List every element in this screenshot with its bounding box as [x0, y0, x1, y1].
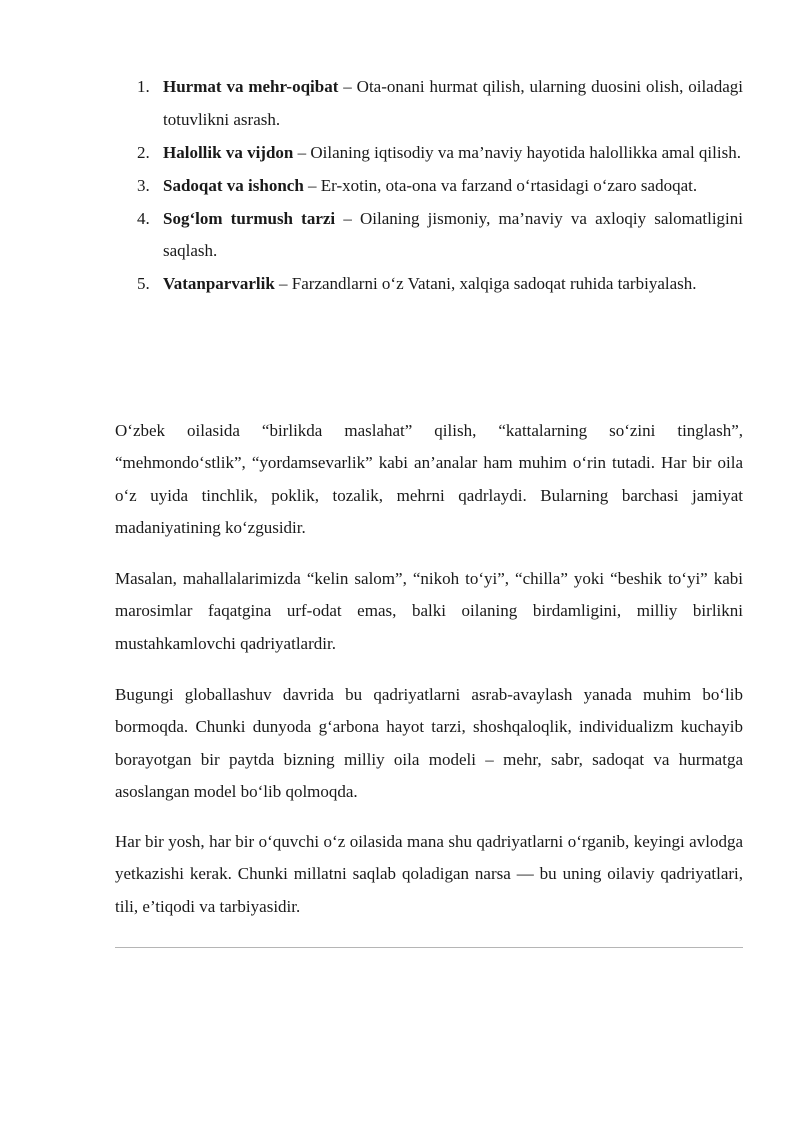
list-item-term: Sog‘lom turmush tarzi	[163, 208, 336, 228]
paragraph-globalization: Bugungi globallashuv davrida bu qadriyatlarni asrab-avaylash yanada muhim bo‘lib bormoqda. Chunki dunyoda g‘arbona hayot tarzi, shoshqaloqlik, individualizm kuchayib borayotgan bir paytda bizning milliy oila modeli – mehr, sabr, sadoqat va hurmatga asoslangan model bo‘lib qolmoqda.	[115, 685, 743, 801]
list-item-number: 5.	[137, 274, 150, 293]
list-item-text: – Er-xotin, ota-ona va farzand o‘rtasidagi o‘zaro sadoqat.	[303, 175, 698, 195]
list-item-text: – Ota-onani hurmat qilish, ularning duosini olish, oiladagi totuvlikni asrash.	[163, 77, 744, 129]
list-item-text: – Oilaning jismoniy, ma’naviy va axloqiy salomatligini saqlash.	[163, 208, 744, 260]
list-item-text: – Farzandlarni o‘z Vatani, xalqiga sadoqat ruhida tarbiyalash.	[274, 274, 697, 293]
list-item-number: 2.	[137, 142, 150, 162]
paragraph-conclusion: Har bir yosh, har bir o‘quvchi o‘z oilasida mana shu qadriyatlarni o‘rganib, keyingi avlodga yetkazishi kerak. Chunki millatni saqlab qoladigan narsa — bu uning oilaviy qadriyatlari, tili, e’tiqodi va tarbiyasidir.	[115, 832, 743, 916]
list-item	[137, 203, 743, 268]
list-item-term: Hurmat va mehr-oqibat	[163, 77, 339, 96]
horizontal-divider	[115, 947, 743, 948]
list-item	[137, 137, 743, 170]
list-item-number: 1.	[137, 77, 150, 96]
list-item-number: 3.	[137, 175, 150, 195]
list-item	[137, 170, 743, 203]
paragraph-ceremonies: Masalan, mahallalarimizda “kelin salom”, “nikoh to‘yi”, “chilla” yoki “beshik to‘yi” kabi marosimlar faqatgina urf-odat emas, balki oilaning birdamligini, milliy birlikni mustahkamlovchi qadriyatlardir.	[115, 569, 743, 653]
values-list	[137, 71, 743, 301]
list-item-text: – Oilaning iqtisodiy va ma’naviy hayotida halollikka amal qilish.	[293, 142, 741, 162]
paragraph-traditions: O‘zbek oilasida “birlikda maslahat” qilish, “kattalarning so‘zini tinglash”, “mehmondo‘stlik”, “yordamsevarlik” kabi an’analar ham muhim o‘rin tutadi. Har bir oila o‘z uyida tinchlik, poklik, tozalik, mehrni qadrlaydi. Bularning barchasi jamiyat madaniyatining ko‘zgusidir.	[115, 421, 743, 537]
list-item	[137, 268, 743, 301]
list-item-term: Halollik va vijdon	[163, 142, 294, 162]
list-item	[137, 71, 743, 136]
list-item-term: Vatanparvarlik	[163, 274, 275, 293]
list-item-term: Sadoqat va ishonch	[163, 175, 304, 195]
list-item-number: 4.	[137, 208, 150, 228]
